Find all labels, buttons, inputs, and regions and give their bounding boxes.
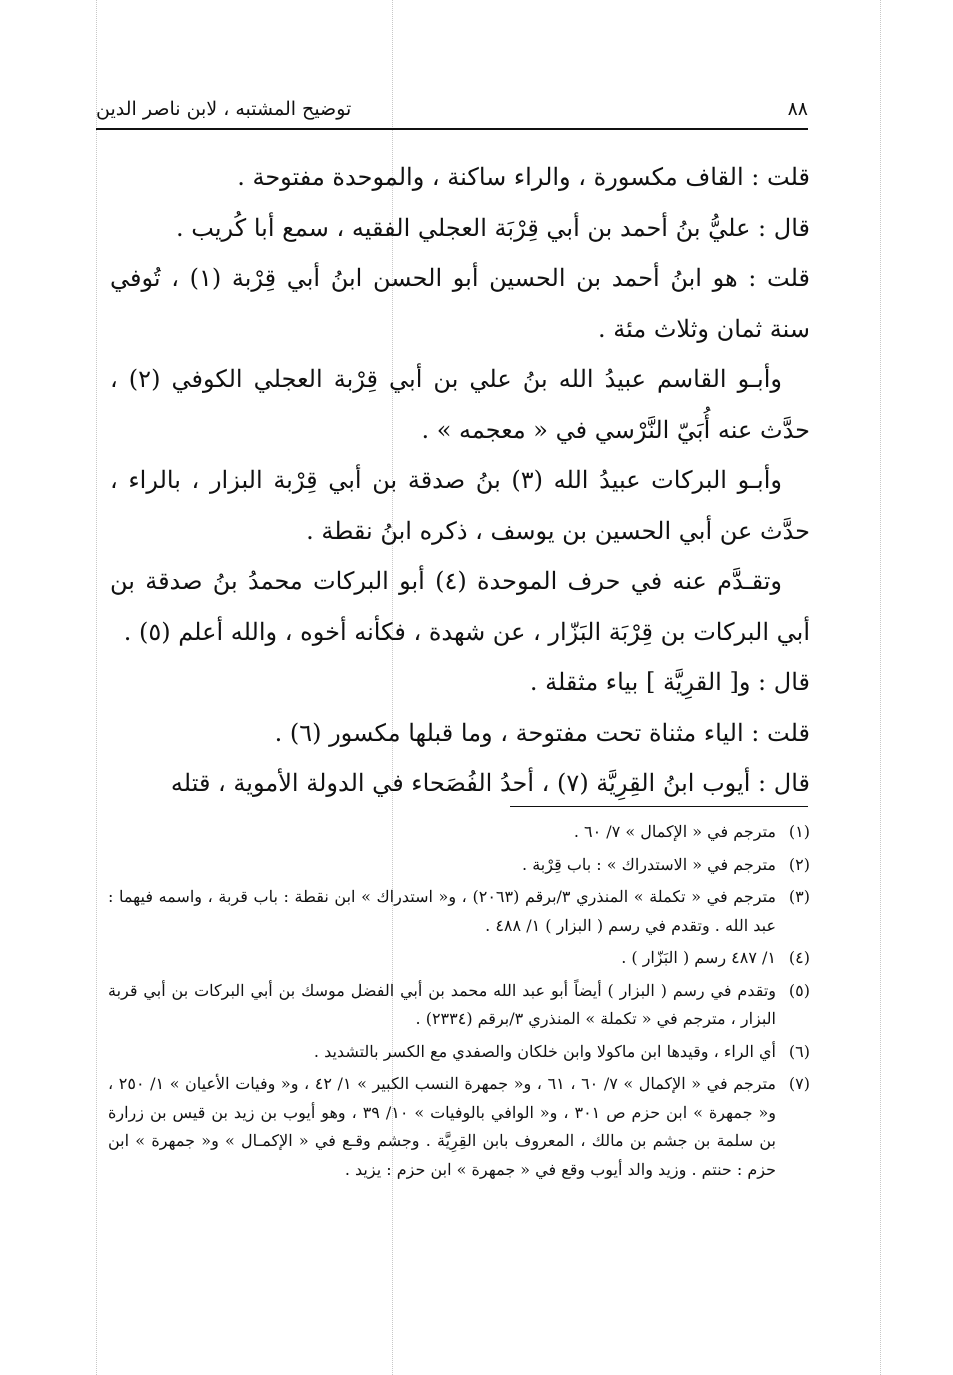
main-paragraph: قال : أيوب ابنُ القِرِيَّة (٧) ، أحدُ الفُصَحاء في الدولة الأموية ، قتله [170, 769, 810, 797]
footnote-number: (١) [788, 822, 810, 841]
footnote-separator [510, 806, 808, 807]
footnote-text: ١/ ٤٨٧ رسم ( البَزّار ) . [621, 948, 776, 967]
main-paragraph: قلت : هو ابنُ أحمد بن الحسين أبو الحسن ابنُ أبي قِرْبة (١) ، تُوفي سنة ثمان وثلاث مئة . [110, 264, 810, 343]
footnote [108, 1070, 810, 1184]
running-header [96, 88, 808, 120]
main-paragraph: وأبـو القاسم عبيدُ الله بنُ علي بن أبي قِرْبة العجلي الكوفي (٢) ، حدَّث عنه أُبَيّ النَّرْسي في « معجمه » . [110, 365, 810, 444]
main-paragraph: قلت : القاف مكسورة ، والراء ساكنة ، والموحدة مفتوحة . [237, 163, 810, 191]
footnote [108, 977, 810, 1034]
footnote-number: (٤) [788, 948, 810, 967]
footnote-text: مترجم في « تكملة » المنذري ٣/برقم (٢٠٦٣) ، و« استدراك » ابن نقطة : باب قربة ، واسمه فيهما : عبد الله . وتقدم في رسم ( البزار ) ١/ ٤٨٨ . [108, 887, 776, 935]
footnote-number: (٧) [788, 1074, 810, 1093]
scan-artifact-line [96, 0, 97, 1375]
page-number: ٨٨ [787, 98, 808, 120]
footnote-text: أي الراء ، وقيدها ابن ماكولا وابن خلكان والصفدي مع الكسر بالتشديد . [313, 1041, 776, 1061]
footnote [108, 818, 810, 847]
footnote-text: مترجم في « الاستدراك » : باب قِرْبة . [522, 854, 776, 874]
footnote-number: (٥) [788, 980, 810, 1000]
main-text [110, 152, 810, 809]
footnote-number: (٢) [788, 854, 810, 874]
footnote-text: وتقدم في رسم ( البزار ) أيضاً أبو عبد الله محمد بن أبي الفضل موسك بن أبي البركات بن أبي قربة البزار ، مترجم في « تكملة » المنذري ٣/برقم (٢٣٣٤) . [108, 980, 776, 1028]
header-rule [96, 128, 808, 130]
scan-artifact-line [880, 0, 881, 1375]
footnote [108, 944, 810, 973]
main-paragraph: قال : و[ القرِيَّة ] بياء مثقلة . [529, 668, 810, 696]
footnotes [108, 818, 810, 1188]
footnote [108, 1038, 810, 1067]
footnote [108, 883, 810, 940]
footnote-number: (٦) [788, 1041, 810, 1061]
footnote-text: مترجم في « الإكمال » ٧/ ٦٠ . [573, 822, 776, 841]
main-paragraph: وتقـدَّم عنه في حرف الموحدة (٤) أبو البركات محمدُ بنُ صدقة بن أبي البركات بن قِرْبَة البَزّار ، عن شهدة ، فكأنه أخوه ، والله أعلم (٥) . [110, 567, 810, 646]
main-paragraph: وأبـو البركات عبيدُ الله (٣) بنُ صدقة بن أبي قِرْبة البزار ، بالراء ، حدَّث عن أبي الحسين بن يوسف ، ذكره ابنُ نقطة . [110, 466, 810, 545]
main-paragraph: قال : عليُّ بنُ أحمد بن أبي قِرْبَة العجلي الفقيه ، سمع أبا كُريب . [176, 213, 810, 242]
running-title: توضيح المشتبه ، لابن ناصر الدين [96, 98, 352, 120]
footnote-text: مترجم في « الإكمال » ٧/ ٦٠ ، ٦١ ، و« جمهرة النسب الكبير » ١/ ٤٢ ، و« وفيات الأعيان » ١/ ٢٥٠ ، و« جمهرة » ابن حزم ص ٣٠١ ، و« الوافي بالوفيات » ١٠/ ٣٩ ، وهو أيوب بن زيد بن قيس بن زرارة بن سلمة بن جشم بن مالك ، المعروف بابن القِرِيَّة . وجشم وقـع في « الإكمـال » و« جمهرة » ابن حزم : حنتم . وزيد والد أيوب وقع في « جمهرة » ابن حزم : يزيد . [108, 1074, 777, 1179]
main-paragraph: قلت : الياء مثناة تحت مفتوحة ، وما قبلها مكسور (٦) . [274, 718, 810, 747]
footnote [108, 851, 810, 880]
footnote-number: (٣) [788, 887, 810, 906]
